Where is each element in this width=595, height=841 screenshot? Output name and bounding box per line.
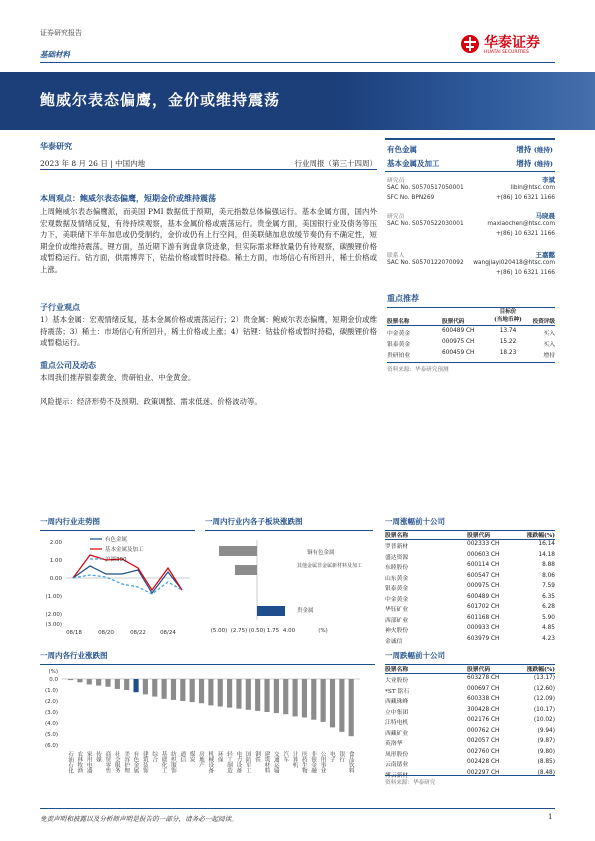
gainers-cell-change: 5.90 [542,614,555,621]
gainers-cell-change: 8.06 [542,572,555,579]
chart3-category-label: 美容护理 [123,751,130,774]
gainers-row [385,540,555,551]
chart3-category-label: 基础化工 [160,751,167,774]
gainers-row [385,603,555,614]
chart3-bar [302,679,307,718]
chart3-ytick: (5.0) [44,732,58,738]
gainers-cell-code: 600114 CH [467,562,500,568]
losers-cell-name: 云南锗业 [385,762,409,768]
research-label: 华泰研究 [40,141,72,151]
chart3-bar [283,679,288,714]
recommend-row [387,328,555,339]
analyst-block: 研究员 李斌 SAC No. S0570517050001 libin@htsc.com SFC No. BPN269 +(86) 10 6321 1166 [387,176,555,201]
chart3-bar [255,679,260,711]
losers-cell-name: 西藏珠峰 [385,699,409,705]
gainers-cell-name: 盛达资源 [385,554,409,561]
analyst-name: 马晓晨 [535,212,555,220]
losers-cell-code: 000697 CH [467,685,500,692]
chart3-bar [330,679,335,727]
chart3-bar [115,679,120,689]
bar-copper [219,546,257,556]
chart1-legend: 基本金属及加工 [105,547,144,553]
gainers-cell-change: 8.88 [542,562,555,568]
chart3-category-label: 医药生物 [300,751,307,774]
chart1-xtick: 08/22 [130,630,146,636]
chart1-title: 一周内行业走势图 [40,516,195,531]
recommend-cell-rating: 买入 [543,342,555,348]
chart3-bar [264,679,269,712]
losers-cell-name: 英洛华 [385,741,403,747]
bar-other-metals [235,565,257,575]
losers-cell-name: 江特电机 [385,720,409,726]
recommend-row [387,339,555,350]
gainers-cell-code: 600489 CH [467,593,500,600]
chart2-xtick: (0.50) [248,628,266,634]
gainers-cell-name: 罗普新材 [385,544,409,550]
losers-row [385,685,555,696]
gainers-cell-change: 6.28 [542,604,555,610]
report-title: 鲍威尔表态偏鹰，金价或维持震荡 [40,91,281,109]
chart1-ytick: 1.00 [49,558,62,564]
chart1-legend: 沪深300 [105,557,127,563]
losers-row [385,695,555,706]
gainers-cell-name: 中金黄金 [385,596,409,603]
recommend-cell-name: 中金黄金 [387,331,411,337]
chart3-bar [218,679,223,707]
gainers-header: 股票名称 股票代码 涨跌幅(%) [385,529,555,540]
chart3-bar [339,679,344,732]
series-nonferrous [73,566,182,593]
gainers-row [385,582,555,593]
gainers-table [385,529,555,645]
chart3-bar [152,679,157,697]
chart3-bar [133,679,138,692]
chart3-bar [293,679,298,716]
losers-cell-name: 凤形股份 [385,751,409,758]
chart3-category-label: 公用事业 [319,751,326,774]
chart3-category-label: 机械设备 [207,751,214,774]
losers-cell-name: *ST 铭石 [385,688,410,695]
losers-table [385,663,555,779]
gainers-cell-change: 4.23 [542,635,555,642]
chart3-category-label: 社会服务 [113,751,120,774]
page-number: 1 [548,813,553,821]
losers-cell-code: 000762 CH [467,727,500,734]
gainers-cell-name: 金诚信 [385,638,403,645]
analyst-block: 联系人 王嘉懿 SAC No. S0570122070092 wangjiayi020418@htsc.com +(86) 10 6321 1166 [387,251,555,276]
footer-rule [40,808,555,809]
gainers-cell-name: 西部矿业 [385,617,409,624]
losers-row [385,748,555,759]
losers-cell-name: 大业股份 [385,678,409,684]
chart3-bar [87,679,92,685]
losers-row [385,758,555,769]
losers-cell-change: (12.09) [533,696,555,702]
footer-disclaimer: 免责声明和披露以及分析师声明是报告的一部分，请务必一起阅读。 [40,815,238,823]
losers-row [385,727,555,738]
losers-row [385,716,555,727]
chart2-xtick: 1.75 [266,628,280,634]
recommend-rows [387,328,555,361]
chart3-bar [162,679,167,699]
losers-row [385,674,555,685]
chart1-legend: 有色金属 [105,537,128,543]
losers-cell-change: (8.85) [537,759,555,765]
chart3-category-label: 汽车 [282,751,289,763]
chart3-category-label: 传媒 [95,751,102,763]
losers-cell-change: (12.60) [533,685,555,692]
recommend-source: 资料来源：华泰研究预测 [387,362,555,373]
gainers-cell-name: 华钰矿业 [385,607,409,613]
chart3-category-label: 电力设备 [235,751,242,774]
chart2-title: 一周内行业内各子板块涨跌图 [205,516,373,531]
losers-source: 资料来源：华泰研究 [385,775,555,786]
summary-heading: 本周观点：鲍威尔表态偏鹰，短期金价或维持震荡 [40,193,216,203]
gainers-cell-code: 002333 CH [467,541,500,547]
chart3-bar [311,679,316,720]
losers-cell-code: 002176 CH [467,717,500,723]
report-region: 中国内地 [115,159,146,168]
gainers-cell-change: 16.14 [538,541,555,547]
recommend-cell-target: 13.74 [499,328,517,334]
analyst-email[interactable]: libin@htsc.com [510,185,555,191]
chart3-category-label: 非银金融 [310,751,317,774]
recommend-header: 股票名称 股票代码 目标价 (当地币种) 投资评级 [387,309,555,325]
recommend-cell-code: 600459 CH [442,350,475,356]
gainers-heading: 一周涨幅前十公司 [385,516,555,531]
chart1-ytick: (1.00) [45,594,62,600]
chart3-category-label: 农林牧渔 [76,751,83,774]
gainers-row [385,551,555,562]
chart2-label: 贵金属 [297,608,314,614]
doc-type: 证券研究报告 [40,29,82,37]
gainers-cell-name: 神火股份 [385,628,409,634]
bar-precious [257,606,285,616]
losers-cell-change: (13.17) [533,675,555,681]
chart2-xtick: (5.00) [210,628,228,634]
gainers-cell-name: 东睦股份 [385,565,409,571]
analyst-name: 李斌 [542,176,555,184]
chart3-bar-chart [40,665,375,805]
subview-heading: 子行业观点 [40,302,80,312]
chart3-ytick: (%) [48,669,58,675]
losers-cell-code: 603278 CH [467,675,500,681]
losers-cell-change: (8.48) [537,769,555,776]
chart3-bar [208,679,213,705]
chart3-category-label: 商贸零售 [104,751,111,774]
gainers-cell-code: 600547 CH [467,572,500,579]
chart3-category-label: 有色金属 [132,751,139,774]
losers-cell-code: 002760 CH [467,748,500,755]
chart3-category-label: 石油石化 [67,751,73,774]
summary-body: 上周鲍威尔表态偏鹰派，而美国 PMI 数据低于预期，美元指数总体偏强运行。基本金属方面，国内外宏观数据及情绪反复，有待持续观察，基本金属价格或震荡运行。贵金属方面，美国银行业及债务等压力下，美联储下半年加息或仍受制约，金价或仍有上行空间，但美联储加息放缓节奏仍有不确定性，短期金价或维持震荡。锂方面，虽近期下游有询盘拿货迹象，但实际需求释放量仍有待观察，碳酸锂价格或暂稳运行。钴方面，供需博弈下，钴盐价格或暂时持稳。稀土方面，市场信心有所回升，稀土价格或上涨。 [40,207,377,274]
analyst-email[interactable]: maxiaochen@htsc.com [487,221,555,227]
losers-cell-name: 立中集团 [385,709,409,716]
chart2-label: 其他金属非金属新材料及加工 [297,563,363,569]
chart3-ytick: (2.0) [44,699,58,705]
chart3-ytick: (4.0) [44,721,58,727]
gainers-cell-name: 银泰黄金 [385,586,409,592]
brand-logo [460,32,560,58]
subview-body: 1）基本金属：宏观情绪反复，基本金属价格或震荡运行；2）贵金属：鲍威尔表态偏鹰，短期金价或维持震荡；3）稀土：市场信心有所回升，稀土价格或上涨；4）钴锂：钴盐价格或暂时持稳，碳酸锂价格或暂稳运行。 [40,315,377,348]
recommend-cell-rating: 买入 [543,331,555,337]
chart3-bar [124,679,129,690]
recommend-cell-target: 15.22 [499,339,517,345]
recommend-cell-code: 600489 CH [442,328,475,334]
chart1-ytick: 2.00 [49,540,62,546]
chart3-category-label: 银行 [338,751,345,763]
chart3-category-label: 煤炭 [188,751,195,763]
analyst-block: 研究员 马晓晨 SAC No. S0570522030001 maxiaochen@htsc.com +(86) 10 6321 1166 [387,212,555,237]
gainers-cell-name: 山东黄金 [385,575,409,582]
risk-warning: 风险提示：经济形势不及预期、政策调整、需求低迷、价格波动等。 [40,397,262,406]
chart3-bar [171,679,176,700]
losers-cell-code: 002428 CH [467,759,500,765]
chart2-unit: (%) [318,628,328,634]
chart3-bar [321,679,326,722]
chart1-xtick: 08/20 [98,630,114,636]
chart3-bar [68,679,73,680]
report-date: 2023 年 8 月 26 日 [40,159,108,168]
chart3-title: 一周内各行业涨跌图 [40,650,375,665]
recommend-cell-rating: 增持 [543,353,555,359]
losers-cell-code: 002057 CH [467,738,500,744]
gainers-cell-code: 000933 CH [467,625,500,631]
chart3-category-label: 建筑装饰 [141,751,148,774]
chart1-xtick: 08/18 [66,630,82,636]
gainers-cell-code: 603979 CH [467,635,500,642]
chart3-ytick: (3.0) [44,710,58,716]
losers-row [385,706,555,717]
losers-row [385,737,555,748]
chart3-bar [199,679,204,703]
research-meta-row: 2023 年 8 月 26 日 | 中国内地 行业周报（第三十四周） [40,159,377,168]
recommend-cell-code: 000975 CH [442,339,475,345]
chart3-ytick: (6.0) [44,743,58,749]
gainers-row [385,614,555,625]
chart3-ytick: (1.0) [44,688,58,694]
gainers-row [385,561,555,572]
gainers-cell-code: 000975 CH [467,583,500,589]
rating-row: 有色金属 增持 (维持) [387,145,553,154]
chart3-bar [236,679,241,709]
chart3-category-label: 食品饮料 [347,751,354,774]
chart1-line-chart [40,530,200,640]
header-rule [40,62,555,63]
losers-cell-change: (10.02) [533,717,555,723]
huatai-logo-icon [460,34,480,54]
chart1-ytick: (3.00) [45,622,62,628]
losers-cell-change: (9.87) [537,738,555,744]
chart3-category-label: 计算机 [291,751,298,768]
recommend-cell-target: 18.23 [499,350,517,356]
gainers-cell-code: 601168 CH [467,614,500,621]
chart3-category-label: 综合 [151,751,158,763]
chart3-bar [349,679,354,736]
chart3-bar [180,679,185,701]
chart3-bar [227,679,232,708]
gainers-row [385,572,555,583]
chart3-bar [274,679,279,713]
rating-row: 基本金属及加工 增持 (维持) [387,159,553,168]
gainers-cell-code: 000603 CH [467,551,500,558]
chart2-label: 铜有色金属 [307,550,335,556]
losers-cell-code: 300428 CH [467,706,500,713]
chart1-ytick: 0.00 [49,576,62,582]
recommend-row [387,350,555,361]
losers-cell-change: (9.80) [537,748,555,755]
losers-cell-name: 西藏矿业 [385,730,409,737]
chart2-xtick: 4.00 [282,628,296,634]
recommend-heading: 重点推荐 [387,293,555,308]
losers-header: 股票名称 股票代码 涨跌幅(%) [385,663,555,674]
gainers-cell-change: 14.18 [538,551,555,558]
losers-cell-name: 博云新材 [385,772,409,779]
gainers-row [385,624,555,635]
chart2-xtick: (2.75) [230,628,248,634]
gainers-cell-change: 4.85 [542,625,555,631]
chart3-category-label: 交通运输 [272,751,279,774]
gainers-row [385,593,555,604]
chart3-bar [77,679,82,682]
chart3-bar [96,679,101,686]
chart1-ytick: (2.00) [45,612,62,618]
chart2-bar-chart [205,530,375,640]
report-type: 行业周报（第三十四周） [294,159,377,168]
gainers-cell-change: 6.35 [542,593,555,600]
title-banner [0,72,595,130]
chart3-bar [143,679,148,694]
chart3-category-label: 钢铁 [254,751,261,763]
gainers-row [385,635,555,646]
gainers-cell-code: 601702 CH [467,604,500,610]
losers-cell-code: 002297 CH [467,769,500,776]
chart3-category-label: 房地产 [197,751,204,768]
brand-name-en: HUATAI SECURITIES [484,50,529,55]
chart3-ytick: 0.0 [49,677,58,683]
analyst-name: 王嘉懿 [535,251,555,259]
gainers-cell-change: 7.59 [542,583,555,589]
chart1-xtick: 08/24 [160,630,176,636]
losers-heading: 一周跌幅前十公司 [385,650,555,665]
chart3-category-label: 电子 [328,751,335,763]
ratings-box [385,138,555,172]
chart3-category-label: 轻工制造 [226,751,233,774]
brand-name-cn: 华泰证券 [484,35,540,51]
recommend-cell-name: 贵研铂业 [387,353,411,359]
losers-cell-change: (9.94) [537,727,555,734]
losers-cell-change: (10.17) [533,706,555,713]
focus-body: 本周我们推荐银泰黄金、贵研铂业、中金黄金。 [40,373,196,382]
chart3-category-label: 纺织服饰 [169,751,176,774]
analyst-email[interactable]: wangjiayi020418@htsc.com [473,260,555,266]
losers-cell-code: 600338 CH [467,696,500,702]
focus-heading: 重点公司及动态 [40,360,96,370]
category-label: 基础材料 [40,50,70,59]
recommend-cell-name: 银泰黄金 [387,342,411,348]
chart3-category-label: 环保 [216,751,223,763]
chart3-category-label: 通信 [179,751,186,763]
chart3-bar [190,679,195,702]
chart3-bar [105,679,110,687]
chart3-category-label: 国防军工 [244,751,251,774]
chart3-category-label: 家用电器 [85,751,92,774]
chart3-category-label: 建筑材料 [263,751,270,774]
chart3-bar [246,679,251,710]
